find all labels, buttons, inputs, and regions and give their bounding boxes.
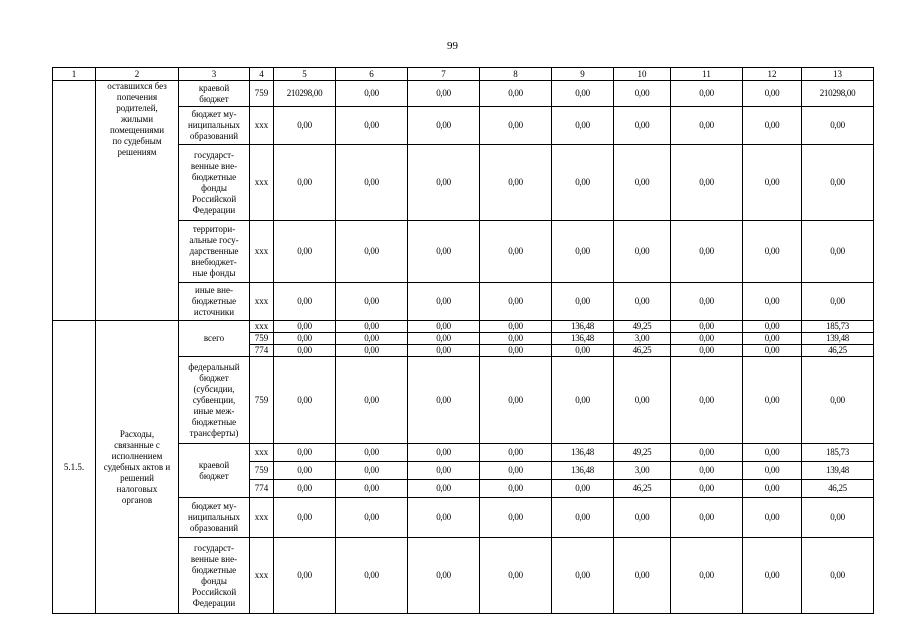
value-cell: 49,25 [614, 444, 671, 462]
value-cell: 0,00 [743, 81, 802, 107]
funding-source: бюджет му- ниципальных образований [179, 107, 250, 145]
value-cell: 0,00 [743, 538, 802, 614]
funding-source: государст- венные вне- бюджетные фонды Российской Федерации [179, 145, 250, 221]
value-cell: 0,00 [802, 538, 874, 614]
value-cell: 0,00 [336, 333, 408, 345]
column-header: 8 [480, 68, 552, 81]
funding-source: территори- альные госу- дарственные внебюджет- ные фонды [179, 221, 250, 283]
value-cell: 0,00 [552, 283, 614, 321]
column-header: 5 [274, 68, 336, 81]
value-cell: 0,00 [274, 462, 336, 480]
value-cell: 0,00 [671, 498, 743, 538]
code-cell: ххх [250, 283, 274, 321]
value-cell: 0,00 [274, 333, 336, 345]
value-cell: 0,00 [552, 357, 614, 444]
value-cell: 0,00 [552, 81, 614, 107]
code-cell: 759 [250, 462, 274, 480]
value-cell: 0,00 [408, 107, 480, 145]
value-cell: 0,00 [408, 357, 480, 444]
value-cell: 0,00 [480, 480, 552, 498]
value-cell: 0,00 [408, 333, 480, 345]
code-cell: 759 [250, 357, 274, 444]
value-cell: 0,00 [274, 480, 336, 498]
value-cell: 0,00 [552, 538, 614, 614]
value-cell: 0,00 [336, 107, 408, 145]
funding-source: федеральный бюджет (субсидии, субвенции, иные меж- бюджетные трансферты) [179, 357, 250, 444]
row-description: оставшихся без попечения родителей, жилыми помещениями по судебным решениям [96, 81, 179, 321]
code-cell: ххх [250, 145, 274, 221]
value-cell: 136,48 [552, 333, 614, 345]
value-cell: 185,73 [802, 321, 874, 333]
value-cell: 0,00 [480, 321, 552, 333]
funding-source: бюджет му- ниципальных образований [179, 498, 250, 538]
value-cell: 139,48 [802, 333, 874, 345]
value-cell: 0,00 [336, 357, 408, 444]
section1-row [53, 81, 874, 107]
value-cell: 0,00 [802, 221, 874, 283]
value-cell: 0,00 [552, 145, 614, 221]
value-cell: 0,00 [743, 462, 802, 480]
value-cell: 0,00 [274, 221, 336, 283]
value-cell: 0,00 [408, 321, 480, 333]
value-cell: 0,00 [671, 345, 743, 357]
value-cell: 136,48 [552, 444, 614, 462]
row-description: Расходы, связанные с исполнением судебных актов и решений налоговых органов [96, 321, 179, 614]
value-cell: 0,00 [802, 283, 874, 321]
column-header: 9 [552, 68, 614, 81]
value-cell: 0,00 [274, 345, 336, 357]
value-cell: 3,00 [614, 462, 671, 480]
value-cell: 0,00 [802, 107, 874, 145]
value-cell: 0,00 [274, 321, 336, 333]
column-header: 4 [250, 68, 274, 81]
value-cell: 0,00 [274, 145, 336, 221]
value-cell: 0,00 [274, 498, 336, 538]
column-header: 13 [802, 68, 874, 81]
value-cell: 0,00 [743, 480, 802, 498]
value-cell: 0,00 [408, 221, 480, 283]
code-cell: 774 [250, 480, 274, 498]
funding-source: краевой бюджет [179, 81, 250, 107]
value-cell: 0,00 [671, 221, 743, 283]
value-cell: 0,00 [614, 538, 671, 614]
value-cell: 0,00 [614, 283, 671, 321]
value-cell: 139,48 [802, 462, 874, 480]
value-cell: 0,00 [743, 444, 802, 462]
value-cell: 0,00 [614, 107, 671, 145]
value-cell: 0,00 [274, 444, 336, 462]
value-cell: 0,00 [671, 333, 743, 345]
value-cell: 0,00 [336, 345, 408, 357]
value-cell: 0,00 [671, 283, 743, 321]
value-cell: 0,00 [802, 145, 874, 221]
value-cell: 0,00 [552, 480, 614, 498]
value-cell: 0,00 [336, 538, 408, 614]
value-cell: 0,00 [671, 145, 743, 221]
value-cell: 0,00 [671, 462, 743, 480]
section-number: 5.1.5. [53, 321, 96, 614]
value-cell: 0,00 [552, 345, 614, 357]
column-header: 12 [743, 68, 802, 81]
value-cell: 46,25 [802, 480, 874, 498]
funding-source: государст- венные вне- бюджетные фонды Российской Федерации [179, 538, 250, 614]
value-cell: 0,00 [480, 107, 552, 145]
table-body [53, 68, 874, 614]
value-cell: 0,00 [274, 357, 336, 444]
total-row [53, 321, 874, 333]
value-cell: 0,00 [671, 321, 743, 333]
value-cell: 0,00 [614, 145, 671, 221]
value-cell: 0,00 [480, 345, 552, 357]
value-cell: 0,00 [802, 498, 874, 538]
value-cell: 0,00 [743, 283, 802, 321]
value-cell: 0,00 [743, 107, 802, 145]
value-cell: 0,00 [480, 498, 552, 538]
value-cell: 0,00 [274, 538, 336, 614]
value-cell: 0,00 [408, 444, 480, 462]
code-cell: ххх [250, 321, 274, 333]
value-cell: 3,00 [614, 333, 671, 345]
value-cell: 0,00 [743, 221, 802, 283]
value-cell: 0,00 [480, 81, 552, 107]
empty-cell [53, 81, 96, 321]
value-cell: 46,25 [614, 345, 671, 357]
code-cell: 759 [250, 81, 274, 107]
value-cell: 46,25 [614, 480, 671, 498]
funding-source: всего [179, 321, 250, 357]
value-cell: 0,00 [336, 145, 408, 221]
column-header: 6 [336, 68, 408, 81]
value-cell: 210298,00 [802, 81, 874, 107]
value-cell: 0,00 [336, 444, 408, 462]
value-cell: 0,00 [480, 538, 552, 614]
value-cell: 0,00 [552, 107, 614, 145]
value-cell: 0,00 [743, 357, 802, 444]
value-cell: 0,00 [480, 145, 552, 221]
code-cell: ххх [250, 538, 274, 614]
value-cell: 0,00 [336, 283, 408, 321]
value-cell: 0,00 [480, 333, 552, 345]
value-cell: 0,00 [614, 221, 671, 283]
value-cell: 0,00 [336, 498, 408, 538]
value-cell: 0,00 [671, 480, 743, 498]
value-cell: 136,48 [552, 462, 614, 480]
page-number: 99 [447, 40, 458, 52]
value-cell: 46,25 [802, 345, 874, 357]
value-cell: 0,00 [336, 321, 408, 333]
value-cell: 0,00 [743, 145, 802, 221]
column-header: 2 [96, 68, 179, 81]
value-cell: 136,48 [552, 321, 614, 333]
value-cell: 0,00 [743, 333, 802, 345]
value-cell: 0,00 [480, 444, 552, 462]
value-cell: 0,00 [614, 498, 671, 538]
value-cell: 0,00 [552, 498, 614, 538]
code-cell: ххх [250, 221, 274, 283]
column-header: 7 [408, 68, 480, 81]
value-cell: 0,00 [408, 462, 480, 480]
value-cell: 0,00 [614, 357, 671, 444]
value-cell: 0,00 [671, 357, 743, 444]
value-cell: 0,00 [743, 498, 802, 538]
value-cell: 49,25 [614, 321, 671, 333]
value-cell: 0,00 [408, 480, 480, 498]
value-cell: 0,00 [336, 462, 408, 480]
value-cell: 0,00 [743, 345, 802, 357]
code-cell: ххх [250, 107, 274, 145]
budget-table [52, 67, 874, 614]
value-cell: 0,00 [480, 283, 552, 321]
value-cell: 0,00 [274, 283, 336, 321]
value-cell: 0,00 [336, 221, 408, 283]
funding-source: краевой бюджет [179, 444, 250, 498]
value-cell: 0,00 [671, 107, 743, 145]
funding-source: иные вне- бюджетные источники [179, 283, 250, 321]
value-cell: 0,00 [408, 345, 480, 357]
header-row [53, 68, 874, 81]
value-cell: 210298,00 [274, 81, 336, 107]
value-cell: 0,00 [671, 538, 743, 614]
column-header: 1 [53, 68, 96, 81]
value-cell: 0,00 [671, 444, 743, 462]
value-cell: 0,00 [480, 357, 552, 444]
value-cell: 0,00 [614, 81, 671, 107]
code-cell: 759 [250, 333, 274, 345]
value-cell: 0,00 [408, 283, 480, 321]
value-cell: 0,00 [480, 221, 552, 283]
value-cell: 0,00 [671, 81, 743, 107]
value-cell: 0,00 [552, 221, 614, 283]
value-cell: 0,00 [336, 81, 408, 107]
value-cell: 0,00 [480, 462, 552, 480]
value-cell: 0,00 [802, 357, 874, 444]
column-header: 10 [614, 68, 671, 81]
value-cell: 0,00 [743, 321, 802, 333]
value-cell: 0,00 [408, 498, 480, 538]
value-cell: 0,00 [408, 81, 480, 107]
column-header: 3 [179, 68, 250, 81]
value-cell: 0,00 [336, 480, 408, 498]
value-cell: 0,00 [408, 145, 480, 221]
value-cell: 0,00 [408, 538, 480, 614]
code-cell: ххх [250, 444, 274, 462]
code-cell: ххх [250, 498, 274, 538]
column-header: 11 [671, 68, 743, 81]
value-cell: 0,00 [274, 107, 336, 145]
code-cell: 774 [250, 345, 274, 357]
value-cell: 185,73 [802, 444, 874, 462]
